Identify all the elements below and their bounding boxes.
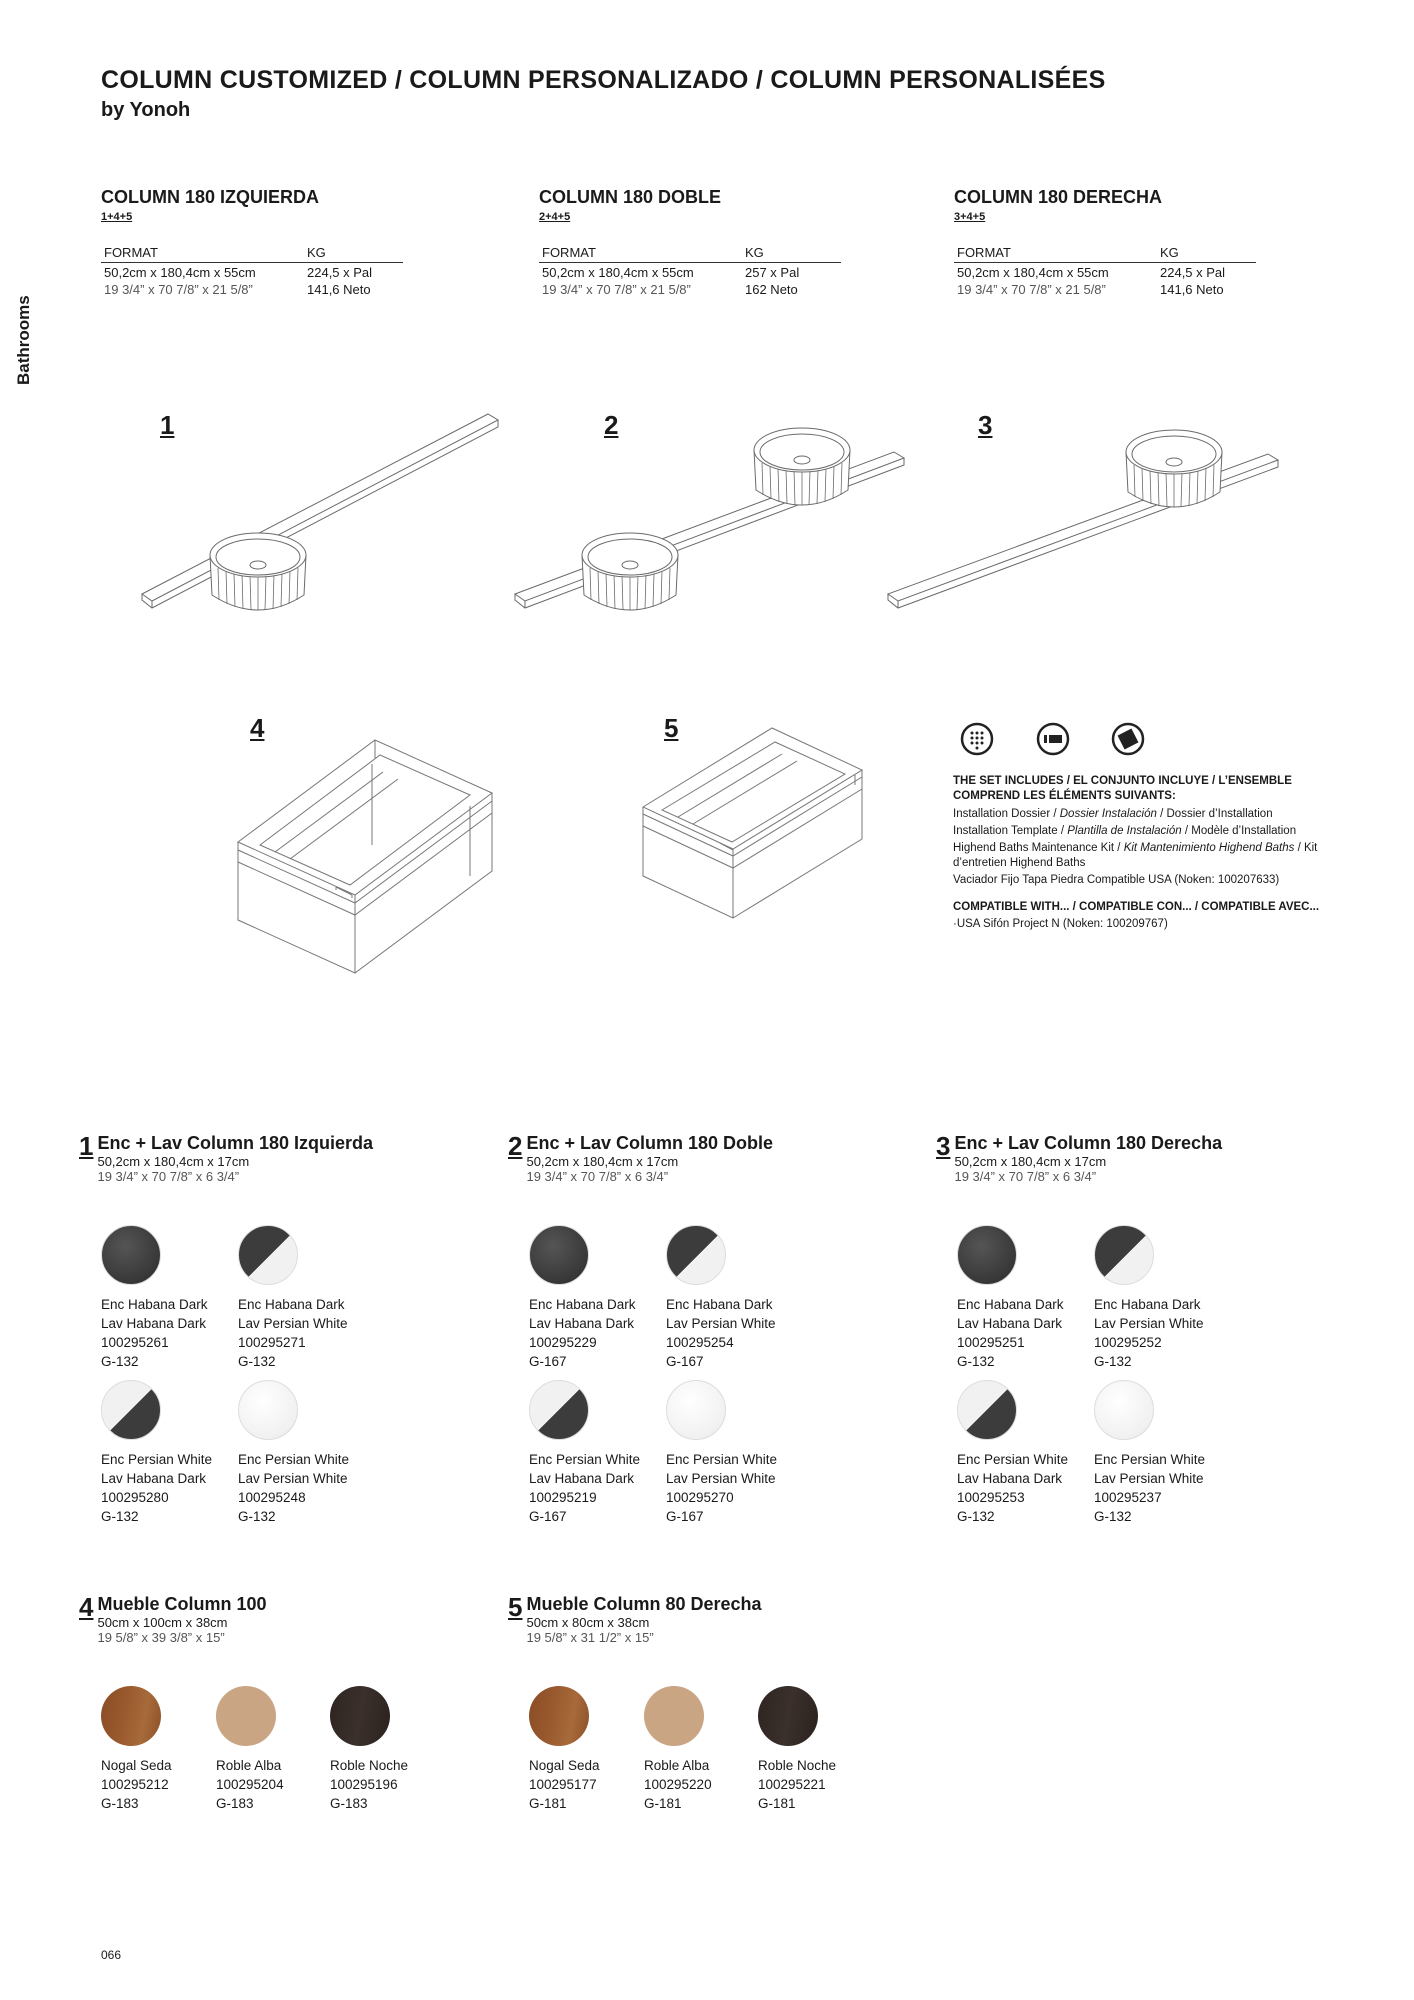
finish-name: Nogal Seda — [101, 1758, 172, 1773]
finish-swatch — [101, 1686, 161, 1746]
product-title: COLUMN 180 DOBLE — [539, 187, 722, 207]
finish-group: G-132 — [957, 1509, 995, 1524]
finish-label — [101, 1450, 212, 1526]
finish-swatch — [238, 1380, 298, 1440]
section-dim-imperial: 19 5/8” x 39 3/8” x 15” — [97, 1630, 225, 1645]
format-header: FORMAT — [104, 245, 158, 260]
finish-ref: 100295221 — [758, 1777, 826, 1792]
section-dim-metric: 50,2cm x 180,4cm x 17cm — [526, 1154, 679, 1169]
finish-group: G-132 — [101, 1509, 139, 1524]
finish-lav: Lav Habana Dark — [529, 1316, 635, 1331]
finish-label — [1094, 1295, 1204, 1371]
format-metric: 50,2cm x 180,4cm x 55cm — [957, 265, 1109, 280]
finish-ref: 100295251 — [957, 1335, 1025, 1350]
finish-group: G-183 — [101, 1796, 139, 1811]
finish-swatch — [101, 1225, 161, 1285]
finish-group: G-167 — [666, 1509, 704, 1524]
finish-group: G-181 — [758, 1796, 796, 1811]
finish-lav: Lav Habana Dark — [529, 1471, 635, 1486]
format-header: FORMAT — [957, 245, 1011, 260]
section-header-2: 2 Enc + Lav Column 180 Doble 50,2cm x 180,4cm x 17cm 19 3/4” x 70 7/8” x 6 3/4” — [508, 1131, 774, 1184]
section-header-4: 4 Mueble Column 100 50cm x 100cm x 38cm 19 5/8” x 39 3/8” x 15” — [79, 1592, 267, 1645]
finish-enc: Enc Habana Dark — [238, 1297, 345, 1312]
compatible-item: ·USA Sifón Project N (Noken: 100209767) — [953, 918, 1168, 930]
illustration-number: 4 — [250, 713, 265, 743]
finish-group: G-132 — [238, 1509, 276, 1524]
kg-header: KG — [745, 245, 764, 260]
finish-label — [529, 1450, 640, 1526]
page-number: 066 — [101, 1948, 122, 1962]
set-item: Highend Baths Maintenance Kit / Kit Mantenimiento Highend Baths / Kit d’entretien Highend Baths — [953, 842, 1318, 869]
illustration-number: 5 — [664, 713, 679, 743]
finish-enc: Enc Persian White — [529, 1452, 641, 1467]
finish-ref: 100295229 — [529, 1335, 597, 1350]
maintenance-kit-icon — [1111, 722, 1145, 756]
finish-swatch — [238, 1225, 298, 1285]
kg-neto: 141,6 Neto — [1160, 282, 1224, 297]
finish-ref: 100295177 — [529, 1777, 597, 1792]
format-imperial: 19 3/4” x 70 7/8” x 21 5/8” — [542, 282, 691, 297]
finish-swatch — [216, 1686, 276, 1746]
format-imperial: 19 3/4” x 70 7/8” x 21 5/8” — [104, 282, 253, 297]
finish-ref: 100295254 — [666, 1335, 734, 1350]
finish-label — [238, 1450, 349, 1526]
kg-header: KG — [1160, 245, 1179, 260]
kg-neto: 162 Neto — [745, 282, 798, 297]
finish-lav: Lav Habana Dark — [101, 1316, 207, 1331]
finish-label — [216, 1756, 284, 1813]
set-item: Installation Dossier / Dossier Instalación / Dossier d’Installation — [953, 808, 1273, 820]
product-title: COLUMN 180 IZQUIERDA — [101, 187, 320, 207]
finish-group: G-132 — [101, 1354, 139, 1369]
section-dim-imperial: 19 3/4” x 70 7/8” x 6 3/4” — [97, 1169, 240, 1184]
finish-enc: Enc Persian White — [957, 1452, 1069, 1467]
set-item: Installation Template / Plantilla de Instalación / Modèle d’Installation — [953, 825, 1297, 837]
finish-label — [666, 1450, 777, 1526]
section-dim-imperial: 19 3/4” x 70 7/8” x 6 3/4” — [954, 1169, 1097, 1184]
side-section-label: Bathrooms — [14, 295, 33, 385]
format-metric: 50,2cm x 180,4cm x 55cm — [542, 265, 694, 280]
finish-swatch — [101, 1380, 161, 1440]
finish-swatch — [529, 1380, 589, 1440]
finish-group: G-181 — [644, 1796, 682, 1811]
finish-label — [101, 1295, 208, 1371]
section-dim-imperial: 19 3/4” x 70 7/8” x 6 3/4” — [526, 1169, 669, 1184]
finish-enc: Enc Persian White — [101, 1452, 213, 1467]
illustration-number: 3 — [978, 410, 993, 440]
finish-lav: Lav Persian White — [666, 1316, 776, 1331]
finish-lav: Lav Habana Dark — [101, 1471, 207, 1486]
finish-swatch — [758, 1686, 818, 1746]
finish-swatch — [529, 1225, 589, 1285]
finish-ref: 100295270 — [666, 1490, 734, 1505]
finish-ref: 100295252 — [1094, 1335, 1162, 1350]
finish-swatch — [1094, 1380, 1154, 1440]
template-icon — [1036, 722, 1070, 756]
finish-swatch — [666, 1380, 726, 1440]
product-code: 3+4+5 — [954, 211, 986, 223]
format-metric: 50,2cm x 180,4cm x 55cm — [104, 265, 256, 280]
finish-group: G-181 — [529, 1796, 567, 1811]
finish-label — [666, 1295, 776, 1371]
compatible-heading: COMPATIBLE WITH... / COMPATIBLE CON... / COMPATIBLE AVEC... — [953, 901, 1320, 913]
finish-ref: 100295253 — [957, 1490, 1025, 1505]
finish-lav: Lav Persian White — [1094, 1316, 1204, 1331]
installation-dossier-icon — [960, 722, 994, 756]
finish-swatch — [957, 1225, 1017, 1285]
finish-name: Roble Noche — [758, 1758, 837, 1773]
finish-label — [957, 1295, 1064, 1371]
finish-label — [529, 1295, 636, 1371]
set-includes-block — [953, 774, 1333, 932]
finish-swatch — [1094, 1225, 1154, 1285]
finish-lav: Lav Persian White — [666, 1471, 776, 1486]
product-code: 2+4+5 — [539, 211, 571, 223]
section-header-1: 1 Enc + Lav Column 180 Izquierda 50,2cm x 180,4cm x 17cm 19 3/4” x 70 7/8” x 6 3/4” — [79, 1131, 374, 1184]
section-title: Mueble Column 80 Derecha — [526, 1594, 762, 1614]
finish-group: G-183 — [216, 1796, 254, 1811]
kg-neto: 141,6 Neto — [307, 282, 371, 297]
finish-swatch — [529, 1686, 589, 1746]
finish-ref: 100295204 — [216, 1777, 284, 1792]
finish-label — [238, 1295, 348, 1371]
section-title: Mueble Column 100 — [97, 1594, 267, 1614]
finish-ref: 100295280 — [101, 1490, 169, 1505]
finish-enc: Enc Persian White — [1094, 1452, 1206, 1467]
finish-enc: Enc Persian White — [666, 1452, 778, 1467]
page-subtitle: by Yonoh — [101, 99, 191, 121]
finish-name: Roble Alba — [216, 1758, 282, 1773]
finish-ref: 100295196 — [330, 1777, 398, 1792]
section-dim-metric: 50,2cm x 180,4cm x 17cm — [97, 1154, 250, 1169]
finish-ref: 100295212 — [101, 1777, 169, 1792]
section-title: Enc + Lav Column 180 Doble — [526, 1133, 774, 1153]
section-dim-metric: 50cm x 100cm x 38cm — [97, 1615, 228, 1630]
finish-label — [758, 1756, 836, 1813]
finish-ref: 100295261 — [101, 1335, 169, 1350]
finish-ref: 100295271 — [238, 1335, 306, 1350]
section-dim-metric: 50cm x 80cm x 38cm — [526, 1615, 650, 1630]
finish-lav: Lav Persian White — [238, 1471, 348, 1486]
finish-lav: Lav Habana Dark — [957, 1316, 1063, 1331]
finish-ref: 100295237 — [1094, 1490, 1162, 1505]
finish-enc: Enc Habana Dark — [1094, 1297, 1201, 1312]
finish-label — [1094, 1450, 1205, 1526]
finish-ref: 100295219 — [529, 1490, 597, 1505]
finish-enc: Enc Habana Dark — [957, 1297, 1064, 1312]
kg-pal: 224,5 x Pal — [1160, 265, 1226, 280]
finish-ref: 100295220 — [644, 1777, 712, 1792]
section-dim-metric: 50,2cm x 180,4cm x 17cm — [954, 1154, 1107, 1169]
product-title: COLUMN 180 DERECHA — [954, 187, 1163, 207]
finish-name: Roble Alba — [644, 1758, 710, 1773]
section-title: Enc + Lav Column 180 Izquierda — [97, 1133, 374, 1153]
finish-group: G-167 — [529, 1509, 567, 1524]
finish-swatch — [666, 1225, 726, 1285]
finish-name: Nogal Seda — [529, 1758, 600, 1773]
kg-pal: 257 x Pal — [745, 265, 800, 280]
section-header-3: 3 Enc + Lav Column 180 Derecha 50,2cm x 180,4cm x 17cm 19 3/4” x 70 7/8” x 6 3/4” — [936, 1131, 1223, 1184]
finish-group: G-132 — [238, 1354, 276, 1369]
section-dim-imperial: 19 5/8” x 31 1/2” x 15” — [526, 1630, 654, 1645]
finish-group: G-132 — [1094, 1509, 1132, 1524]
finish-group: G-167 — [529, 1354, 567, 1369]
finish-enc: Enc Habana Dark — [666, 1297, 773, 1312]
finish-label — [330, 1756, 408, 1813]
kg-pal: 224,5 x Pal — [307, 265, 373, 280]
kg-header: KG — [307, 245, 326, 260]
finish-swatch — [957, 1380, 1017, 1440]
finish-lav: Lav Persian White — [238, 1316, 348, 1331]
finish-group: G-132 — [1094, 1354, 1132, 1369]
section-title: Enc + Lav Column 180 Derecha — [954, 1133, 1223, 1153]
set-item: Vaciador Fijo Tapa Piedra Compatible USA (Noken: 100207633) — [953, 874, 1280, 886]
product-code: 1+4+5 — [101, 211, 133, 223]
finish-lav: Lav Habana Dark — [957, 1471, 1063, 1486]
format-imperial: 19 3/4” x 70 7/8” x 21 5/8” — [957, 282, 1106, 297]
finish-label — [644, 1756, 712, 1813]
format-header: FORMAT — [542, 245, 596, 260]
finish-enc: Enc Persian White — [238, 1452, 350, 1467]
finish-label — [957, 1450, 1068, 1526]
finish-swatch — [330, 1686, 390, 1746]
finish-group: G-167 — [666, 1354, 704, 1369]
finish-ref: 100295248 — [238, 1490, 306, 1505]
illustration-number: 2 — [604, 410, 619, 440]
finish-enc: Enc Habana Dark — [529, 1297, 636, 1312]
finish-enc: Enc Habana Dark — [101, 1297, 208, 1312]
finish-label — [101, 1756, 172, 1813]
section-header-5: 5 Mueble Column 80 Derecha 50cm x 80cm x 38cm 19 5/8” x 31 1/2” x 15” — [508, 1592, 762, 1645]
set-includes-heading: THE SET INCLUDES / EL CONJUNTO INCLUYE / L’ENSEMBLE COMPREND LES ÉLÉMENTS SUIVANTS: — [953, 775, 1292, 802]
page-title: COLUMN CUSTOMIZED / COLUMN PERSONALIZADO / COLUMN PERSONALISÉES — [101, 66, 1106, 94]
finish-lav: Lav Persian White — [1094, 1471, 1204, 1486]
finish-label — [529, 1756, 600, 1813]
finish-group: G-183 — [330, 1796, 368, 1811]
finish-group: G-132 — [957, 1354, 995, 1369]
illustration-number: 1 — [160, 410, 175, 440]
finish-swatch — [644, 1686, 704, 1746]
finish-name: Roble Noche — [330, 1758, 409, 1773]
